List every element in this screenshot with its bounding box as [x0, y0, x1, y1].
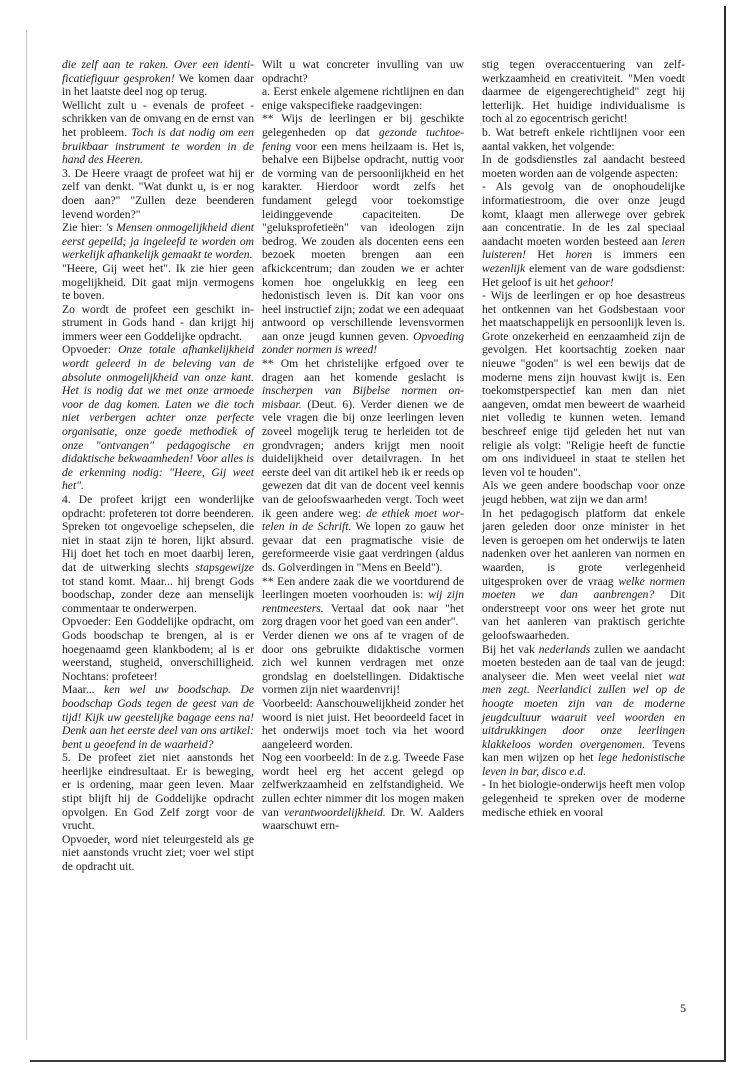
italic-text: stapsgewijze: [195, 560, 254, 574]
page-number: 5: [680, 1001, 686, 1015]
paragraph: [482, 289, 685, 479]
text-run: zullen we aandacht moeten besteden aan de taal van de jeugd: analyseer die. Men weet veelal niet: [482, 642, 685, 683]
text-run: Dr. W. Aalders waarschuwt ern-: [262, 805, 465, 833]
italic-text: gehoor!: [577, 275, 614, 289]
text-run: voor een mens heilzaam is. Het is, behalve een Bijbelse opdracht, nuttig voor de vorming van de persoonlijkheid en het karakter. Hierdoor wordt zelfs het fundament gelegd voor toekomstige leidinggevende capaciteiten. De "geluksprofetieën" van ideologen zijn bedrog. We zouden als docenten eens een bezoek moeten brengen aan een afkickcentrum; dan zouden we er achter komen hoe ongelukkig en leeg een hedonistisch leven is. Dit kan voor ons heel instructief zijn; zodat we een adequaat antwoord op verschillende levensvormen aan onze jeugd kunnen geven.: [262, 139, 464, 343]
paragraph: [62, 221, 254, 262]
paragraph: [262, 58, 464, 85]
text-run: In het pedagogisch platform dat enkele jaren geleden door onze minister in het leven is geroepen om het onderwijs te laten nadenken over het aanleren van normen en waarden, is grote verlegenheid uitgesproken over de vraag: [482, 506, 685, 588]
paragraph: [62, 58, 254, 99]
italic-text: horen: [565, 248, 593, 262]
italic-text: nederlands: [538, 642, 591, 656]
text-run: We lopen zo gauw het gevaar dat een pragmatische visie de gereformeerde visie gaat verdringen (aldus ds. Golverdingen in "Mens en Beeld").: [262, 520, 464, 574]
text-run: ** Wijs de leerlingen er bij geschikte gelegenheden op dat: [262, 112, 464, 139]
italic-text: welke normen moeten we dan aanbrengen?: [482, 574, 685, 602]
text-run: Vertaal dat ook naar "het zorg dragen voor het goed van een ander".: [262, 601, 464, 629]
page-edge-left: [26, 30, 27, 1040]
paragraph: [62, 262, 254, 303]
paragraph: [62, 99, 254, 167]
paragraph: [62, 493, 254, 615]
text-run: Dit onderstreept voor ons weer het grote nut van het aanleren van praktisch gerichte geloofswaarheden.: [482, 588, 685, 642]
text-run: Bij het vak: [482, 642, 539, 656]
paragraph: [62, 615, 254, 683]
italic-text: 's Mensen onmogelijkheid dient eerst gepeild; ja ingeleefd te worden om werkelijk afhankelijk gemaakt te worden.: [62, 221, 254, 262]
text-run: - Als gevolg van de onophoudelijke informatiestroom, die over onze jeugd komt, klaagt men allerwege over gebrek aan concentratie. In de les zal speciaal aandacht moeten worden besteed aan: [482, 180, 685, 248]
text-run: Zo wordt de profeet een geschikt instrument in Gods hand - dan krijgt hij immers weer een Goddelijke opdracht.: [62, 302, 254, 343]
italic-text: die zelf aan te raken. Over een identificatiefiguur gesproken!: [62, 58, 254, 85]
italic-text: wezenlijk: [482, 261, 526, 275]
text-run: - Wijs de leerlingen er op hoe desastreus het ontkennen van het Godsbestaan voor het maatschappelijk en persoonlijk leven is. Grote onzekerheid en eenzaamheid zijn de gevolgen. Het koortsachtig zoeken naar nieuwe "goden" is wel een bewijs dat de moderne mens zijn houvast kwijt is. Een toekomstperspectief kan men dan niet aangeven, omdat men beweert de waarheid niet volledig te kunnen weten. Iemand beschreef enige tijd geleden het nut van religie als volgt: "Religie heeft de functie om ons individueel in staat te stellen het leven vol te houden".: [482, 289, 685, 479]
text-column-3: [482, 58, 685, 819]
text-run: Het: [526, 248, 566, 262]
italic-text: Toch is dat nodig om een bruikbaar instrument te worden in de hand des Heeren.: [62, 125, 254, 167]
text-run: (Deut. 6). Verder dienen we de vele vragen die bij onze leerlingen leven zoveel mogelijk terug te herleiden tot de grondvragen; anders krijgt men nooit duidelijkheid over detailvragen. In het eerste deel van dit artikel heb ik er reeds op gewezen dat dit van de docent veel kennis van de geloofswaarheden vergt. Toch weet ik geen andere weg:: [262, 397, 464, 520]
italic-text: leren luisteren!: [482, 234, 685, 262]
paragraph: [62, 683, 254, 751]
text-run: Voorbeeld: Aanschouwelijkheid zonder het woord is niet juist. Het beoordeeld facet in het onderwijs moet toch via het woord aangeleerd worden.: [262, 696, 464, 751]
paragraph: [482, 643, 685, 779]
text-run: tot stand komt. Maar... hij brengt Gods boodschap, zonder deze aan menselijk commentaar te onderwerpen.: [62, 574, 254, 615]
paragraph: [482, 507, 685, 643]
italic-text: Onze totale afhankelijkheid wordt geleerd in de beleving van de absolute onmogelijkheid van onze kant. Het is nodig dat we met onze armoede voor de dag komen. Laten we die toch niet verbergen achter onze perfecte organisatie, onze goede methodiek of onze "ontvangen" pedagogische en didaktische bekwaamheden! Voor alles is de erkenning nodig: "Heere, Gij weet het".: [62, 343, 254, 493]
paragraph: [482, 479, 685, 506]
text-run: stig tegen overaccentuering van zelfwerkzaamheid en creativiteit. "Men voedt daarmee de eigengerechtigheid" zegt hij letterlijk. Het huidige individualisme is toch al zo egocentrisch gericht!: [482, 58, 685, 126]
text-run: We komen daar in het laatste deel nog op terug.: [62, 71, 254, 99]
paragraph: [482, 126, 685, 153]
paragraph: [482, 180, 685, 289]
italic-text: inscherpen van Bijbelse normen onmisbaar.: [262, 384, 464, 411]
text-run: 5. De profeet ziet niet aanstonds het heerlijke eindresultaat. Er is beweging, er is ordening, maar geen leven. Maar stipt blijft hij de Goddelijke opdracht opvolgen. En God Zelf zorgt voor de vrucht.: [62, 751, 254, 833]
text-run: b. Wat betreft enkele richtlijnen voor een aantal vakken, het volgende:: [482, 125, 685, 153]
text-run: Tevens kan men wijzen op het: [482, 737, 685, 765]
italic-text: wij zijn rentmeesters.: [262, 588, 464, 615]
paragraph: [482, 778, 685, 819]
text-run: Nog een voorbeeld: In de z.g. Tweede Fase wordt heel erg het accent gelegd op zelfwerkzaamheid en zelfstandigheid. We zullen echter nimmer dit los mogen maken van: [262, 751, 464, 819]
page-edge-right: [724, 6, 726, 1062]
text-run: Opvoeder: Een Goddelijke opdracht, om Gods boodschap te brengen, al is er hoegenaamd geen klankbodem; al is er weerstand, stugheid, onverschilligheid. Nochtans: profeteer!: [62, 615, 254, 683]
text-run: Als we geen andere boodschap voor onze jeugd hebben, wat zijn we dan arm!: [482, 479, 685, 506]
italic-text: wat men zegt. Neerlandici zullen wel op de hoogte moeten zijn van de moderne jeugdcultuur waaruit veel woorden en uitdrukkingen door onze leerlingen klakkeloos worden overgenomen.: [482, 669, 685, 751]
paragraph: [482, 58, 685, 126]
italic-text: gezonde tuchtoefening: [262, 125, 465, 153]
text-run: 4. De profeet krijgt een wonderlijke opdracht: profeteren tot dorre beenderen. Spreken tot ongevoelige schepselen, die niet in staat zijn te horen, lijkt absurd. Hij doet het toch en moet daarbij leren, dat de uitwerking slechts: [62, 493, 254, 574]
italic-text: de ethiek moet wortelen in de Schrift.: [262, 506, 464, 534]
text-run: 3. De Heere vraagt de profeet wat hij er zelf van denkt. "Wat dunkt u, is er nog doen aan?" "Zullen deze beenderen levend worden?": [62, 166, 254, 221]
paragraph: [262, 697, 464, 751]
page-edge-bottom: [30, 1060, 726, 1062]
text-run: Wellicht zult u - evenals de profeet - schrikken van de omvang en de ernst van het probleem.: [62, 98, 254, 139]
text-run: Opvoeder, word niet teleurgesteld als ge niet aanstonds vrucht ziet; voer wel stipt de opdracht uit.: [62, 832, 254, 874]
text-run: ** Een andere zaak die we voortdurend de leerlingen moeten voorhouden is:: [262, 574, 464, 602]
text-run: a. Eerst enkele algemene richtlijnen en dan enige vakspecifieke raadgevingen:: [262, 85, 464, 112]
text-run: is immers een: [592, 248, 685, 262]
text-run: Maar...: [62, 683, 104, 697]
text-run: Verder dienen we ons af te vragen of de door ons gebruikte didaktische vormen zich wel kunnen verdragen met onze grondslag en doelstellingen. Didaktische vormen zijn niet waardenvrij!: [262, 628, 464, 697]
paragraph: [262, 575, 464, 629]
paragraph: [262, 751, 464, 833]
paragraph: [482, 153, 685, 180]
text-run: - In het biologie-onderwijs heeft men volop gelegenheid te spreken over de moderne medische ethiek en vooral: [482, 778, 685, 819]
text-run: In de godsdienstles zal aandacht besteed moeten worden aan de volgende aspecten:: [482, 153, 685, 180]
italic-text: verantwoordelijkheid.: [284, 805, 386, 819]
paragraph: [62, 751, 254, 833]
paragraph: [262, 629, 464, 697]
paragraph: [62, 833, 254, 874]
paragraph: [262, 112, 464, 357]
text-run: Wilt u wat concreter invulling van uw opdracht?: [262, 58, 464, 85]
text-column-2: [262, 58, 464, 833]
italic-text: Opvoeding zonder normen is wreed!: [262, 329, 464, 357]
text-run: "Heere, Gij weet het". Ik zie hier geen mogelijkheid. Dit gaat mijn vermogens te boven.: [62, 261, 254, 303]
italic-text: lege hedonistische leven in bar, disco e.d.: [482, 751, 685, 778]
text-column-1: [62, 58, 254, 874]
italic-text: ken wel uw boodschap. De boodschap Gods tegen de geest van de tijd! Kijk uw geestelijke bagage eens na! Denk aan het eerste deel van ons artikel: bent u geoefend in de waarheid?: [62, 683, 254, 751]
text-run: Opvoeder:: [62, 343, 119, 357]
paragraph: [62, 167, 254, 221]
text-run: ** Om het christelijke erfgoed over te dragen aan het komende geslacht is: [262, 357, 464, 384]
paragraph: [62, 343, 254, 493]
paragraph: [262, 85, 464, 112]
paragraph: [262, 357, 464, 575]
text-run: element van de ware godsdienst: Het geloof is uit het: [482, 261, 685, 289]
paragraph: [62, 303, 254, 344]
text-run: Zie hier:: [62, 221, 106, 235]
